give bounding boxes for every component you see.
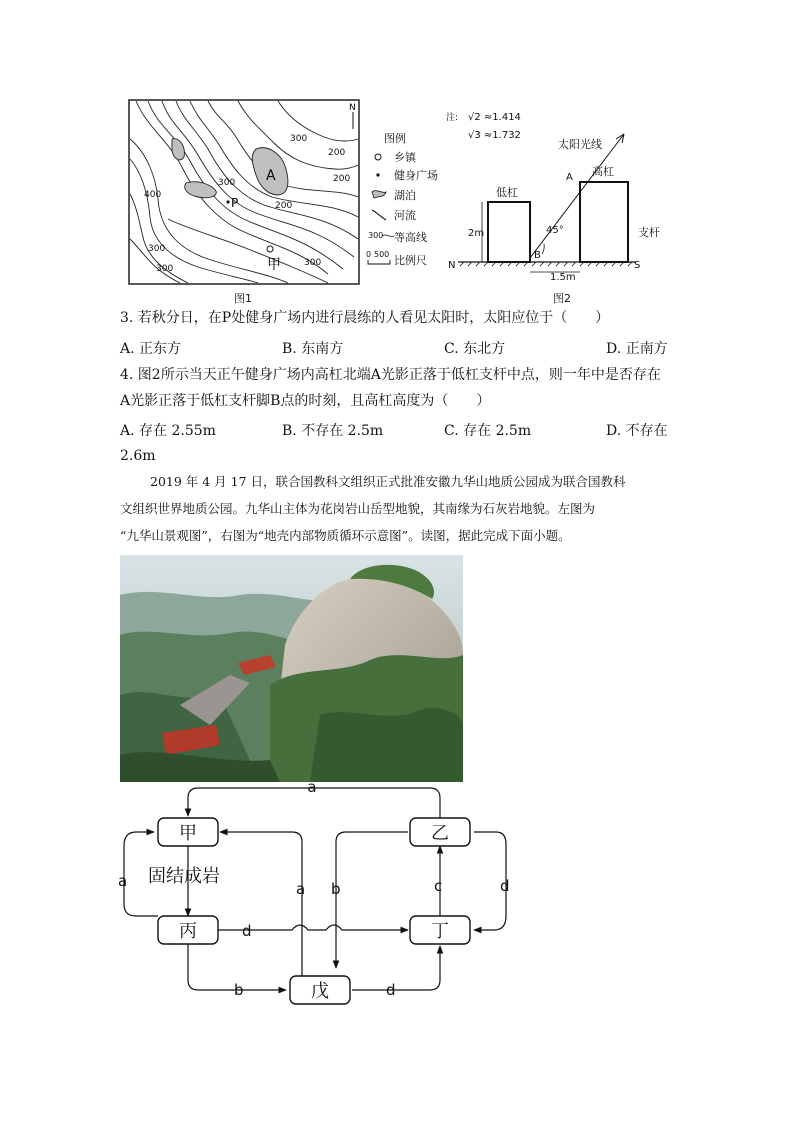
lake-legend-icon (372, 191, 386, 198)
town-marker (267, 246, 273, 252)
arrow-label: d (386, 981, 396, 999)
low-bar-label: 低杠 (496, 186, 518, 199)
box-wu-label: 戊 (311, 981, 329, 1002)
note-prefix: 注: (446, 113, 459, 123)
south-label: S (634, 260, 641, 271)
angle-label: 45° (546, 225, 564, 236)
legend-item: 等高线 (394, 231, 427, 244)
contour-label: 200 (328, 148, 346, 158)
arrow-label: a (296, 880, 306, 898)
box-bing-label: 丙 (179, 921, 197, 942)
point-b-label: B (534, 250, 541, 261)
legend-title: 图例 (384, 132, 406, 145)
point-a-label: A (566, 172, 573, 183)
q4-option-b: B. 不存在 2.5m (282, 423, 384, 439)
contour-label: 300 (304, 258, 322, 268)
sunlight-label: 太阳光线 (558, 138, 602, 151)
bar-shadow-figure (446, 108, 671, 284)
question-4-stem-line1: 4. 图2所示当天正午健身广场内高杠北端A光影正落于低杠支杆中点，则一年中是否存在 (120, 367, 661, 383)
q4-option-d-wrap: 2.6m (120, 448, 156, 464)
arrow-label: d (500, 877, 510, 895)
q3-option-a: A. 正东方 (120, 341, 182, 357)
contour-label: 200 (275, 201, 293, 211)
low-bar (488, 202, 530, 262)
q3-option-c: C. 东北方 (444, 341, 506, 357)
town-legend-icon (375, 154, 381, 160)
angle-arc (542, 244, 544, 254)
question-4-stem-line2: A光影正落于低杠支杆脚B点的时刻，且高杠高度为（ ） (120, 393, 491, 409)
north-arrow-label: N (349, 103, 356, 113)
legend-item: 湖泊 (394, 189, 416, 202)
question-3-stem: 3. 若秋分日，在P处健身广场内进行晨练的人看见太阳时，太阳应位于（ ） (120, 310, 610, 326)
lake-label: A (266, 168, 276, 184)
arrow-label: a (307, 778, 317, 796)
river-legend-icon (372, 210, 386, 220)
contour-label: 300 (156, 264, 174, 274)
passage-line: 文组织世界地质公园。九华山主体为花岗岩山岳型地貌，其南缘为石灰岩地貌。左图为 (120, 501, 596, 516)
process-label: 固结成岩 (148, 866, 220, 887)
contour-legend-value: 300 (368, 231, 384, 240)
legend-item: 河流 (394, 209, 416, 222)
q4-option-a: A. 存在 2.55m (120, 423, 216, 439)
rock-cycle-diagram (112, 776, 526, 1008)
sunlight-ray (530, 134, 624, 258)
q3-option-b: B. 东南方 (282, 341, 344, 357)
contour-legend-icon (382, 235, 394, 236)
arrow-label: c (434, 877, 443, 895)
scale-value: 0 (366, 250, 372, 259)
scale-value: 500 (374, 250, 390, 259)
contour-label: 300 (218, 178, 236, 188)
q3-option-d: D. 正南方 (606, 341, 668, 357)
note-line: √3 ≈1.732 (468, 130, 521, 141)
high-bar (580, 182, 628, 262)
arrow-label: b (331, 880, 341, 898)
scale-bar-icon (368, 260, 390, 264)
contour-label: 300 (290, 134, 308, 144)
fitness-square-marker (226, 200, 229, 203)
arrow-label: b (234, 981, 244, 999)
note-line: √2 ≈1.414 (468, 112, 521, 123)
north-label: N (448, 260, 456, 271)
height-label: 2m (468, 228, 485, 239)
passage-line: “九华山景观图”，右图为“地壳内部物质循环示意图”。读图，据此完成下面小题。 (120, 528, 571, 543)
point-label: P (231, 196, 239, 210)
legend-item: 比例尺 (394, 254, 427, 267)
legend-item: 乡镇 (394, 151, 416, 164)
figure2-caption: 图2 (553, 292, 571, 305)
box-yi-label: 乙 (431, 823, 449, 844)
arrow-label: d (242, 922, 252, 940)
q4-option-c: C. 存在 2.5m (444, 423, 532, 439)
contour-map-legend (364, 126, 444, 272)
box-jia-label: 甲 (179, 823, 197, 844)
arrow-yi-wu (336, 832, 408, 968)
legend-item: 健身广场 (394, 169, 438, 182)
q4-option-d: D. 不存在 (606, 423, 668, 439)
contour-map-figure (128, 99, 360, 285)
contour-label: 300 (148, 244, 166, 254)
figure1-caption: 图1 (234, 292, 252, 305)
jiuhuashan-landscape-photo (120, 555, 463, 782)
town-label: 甲 (267, 257, 281, 273)
box-ding-label: 丁 (431, 921, 449, 942)
passage-line: 2019 年 4 月 17 日，联合国教科文组织正式批准安徽九华山地质公园成为联合国教科 (150, 474, 626, 489)
contour-label: 400 (144, 190, 162, 200)
contour-label: 200 (333, 174, 351, 184)
fitness-legend-icon (376, 173, 379, 176)
high-bar-label: 高杠 (592, 165, 614, 178)
arrow-wu-jia (220, 832, 302, 976)
distance-label: 1.5m (550, 272, 576, 283)
support-label: 支杆 (638, 226, 660, 239)
arrow-wu-ding (352, 946, 440, 990)
arrow-label: a (118, 872, 128, 890)
